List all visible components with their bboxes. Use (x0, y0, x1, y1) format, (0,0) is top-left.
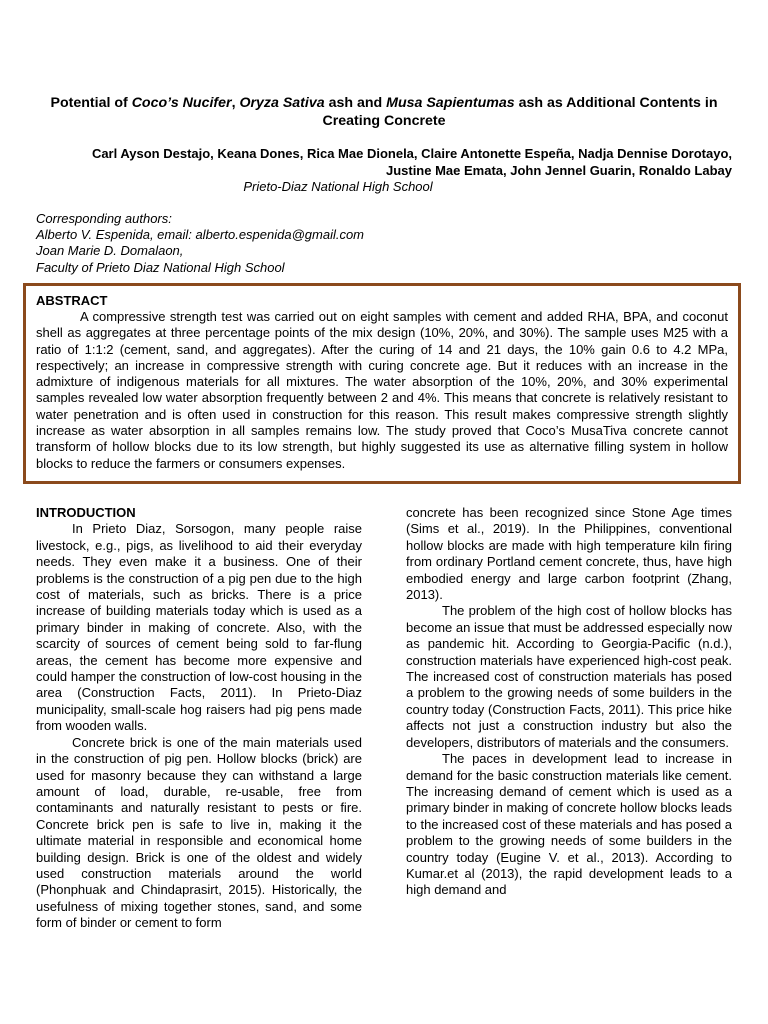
intro-paragraph-3: concrete has been recognized since Stone Age times (Sims et al., 2019). In the Philippines, conventional hollow blocks are made with high temperature kiln firing from ordinary Portland cement concrete, thus, have high embodied energy and large carbon footprint (Zhang, 2013). (406, 505, 732, 603)
corresponding-affiliation: Faculty of Prieto Diaz National High School (36, 259, 285, 275)
abstract-box (23, 283, 741, 484)
title-species-banana: Musa Sapientumas (386, 95, 515, 111)
title-part-1: Potential of (50, 95, 132, 111)
title-part-4: ash as Additional Contents in Creating Concrete (322, 95, 718, 129)
author-list (34, 146, 732, 179)
intro-paragraph-4: The problem of the high cost of hollow blocks has become an issue that must be addressed especially now as pandemic hit. According to Georgia-Pacific (n.d.), construction materials have experienced high-cost peak. The increased cost of construction materials has posed a problem to the growing needs of some builders in the country today (Construction Facts, 2011). This price hike affects not just a construction industry but also the developers, distributors of materials and the consumers. (406, 603, 732, 750)
title-part-2: , (231, 95, 240, 111)
corresponding-author-2: Joan Marie D. Domalaon, (36, 243, 184, 259)
corresponding-authors (36, 211, 536, 276)
title-species-coconut: Coco’s Nucifer (131, 95, 232, 111)
author-line-1: Carl Ayson Destajo, Keana Dones, Rica Mae Dionela, Claire Antonette Espeña, Nadja Dennise Dorotayo, (91, 146, 732, 161)
author-line-2: Justine Mae Emata, John Jennel Guarin, Ronaldo Labay (385, 162, 732, 178)
paper-title (30, 94, 738, 130)
title-species-rice: Oryza Sativa (239, 95, 325, 111)
title-part-3: ash and (324, 95, 387, 111)
corresponding-label: Corresponding authors: (36, 211, 172, 226)
intro-paragraph-2: Concrete brick is one of the main materials used in the construction of pig pen. Hollow blocks (brick) are used for masonry because they can withstand a large amount of load, durable, re-usable, free from contaminants and naturally resistant to pests or fire. Concrete brick pen is safe to live in, making it the ultimate material in responsible and economical home building design. Brick is one of the oldest and widely used construction materials around the world (Phonphuak and Chindaprasirt, 2015). Historically, the usefulness of mixing together stones, sand, and some form of binder or cement to form (36, 734, 362, 931)
corresponding-author-1: Alberto V. Espenida, email: alberto.espenida@gmail.com (36, 227, 365, 243)
right-column (406, 505, 732, 899)
abstract-heading: ABSTRACT (36, 293, 108, 308)
intro-paragraph-5: The paces in development lead to increase in demand for the basic construction materials like cement. The increasing demand of cement which is used as a primary binder in making of concrete hollow blocks leads to the increased cost of these materials and has posed a problem to the growing needs of some builders in the country today (Eugine V. et al., 2013). According to Kumar.et al (2013), the rapid development leads to a high demand and (406, 751, 732, 898)
intro-paragraph-1: In Prieto Diaz, Sorsogon, many people raise livestock, e.g., pigs, as livelihood to aid their everyday needs. They even make it a business. One of their problems is the construction of a pig pen due to the high cost of materials, such as bricks. There is a price increase of building materials today which is used as a primary binder in making of concrete. Also, with the scarcity of sources of cement being sold to far-flung areas, the cement has become more expensive and could hamper the construction of low-cost housing in the area (Construction Facts, 2011). In Prieto-Diaz municipality, small-scale hog raisers had pig pens made from wooden walls. (36, 521, 362, 734)
abstract-text: A compressive strength test was carried out on eight samples with cement and added RHA, BPA, and coconut shell as aggregates at three percentage points of the mix design (10%, 20%, and 30%). The sample uses M25 with a ratio of 1:1:2 (cement, sand, and aggregates). After the curing of 14 and 21 days, the 10% gain 0.6 to 4.2 MPa, respectively; an increase in compressive strength with curing concrete age. But it reduces with an increase in the admixture of indigenous materials for all mixtures. The water absorption of the 10%, 20%, and 30% experimental samples revealed low water absorption frequently between 2 and 4%. This means that concrete is relatively resistant to water penetration and is often used in construction for this reason. This result makes compressive strength slightly increase as water absorption in all samples remains low. The study proved that Coco’s MusaTiva concrete cannot transform of hollow blocks due to its low strength, but highly suggested its use as alternative filling system in hollow blocks to reduce the farmers or consumers expenses. (36, 309, 728, 471)
affiliation: Prieto-Diaz National High School (243, 179, 433, 194)
left-column (36, 505, 362, 932)
introduction-heading: INTRODUCTION (36, 505, 136, 520)
